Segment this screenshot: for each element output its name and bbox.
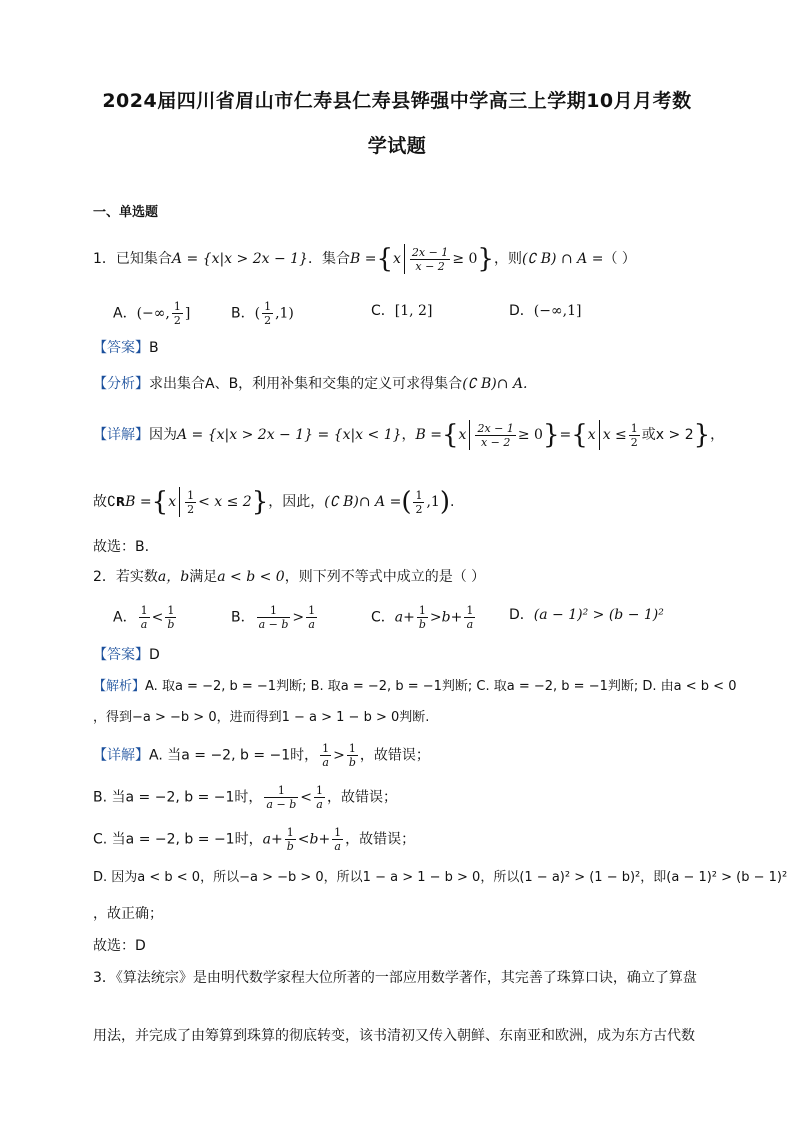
q1-detail-end: ，: [710, 427, 725, 443]
q1-set-b-var: x: [392, 251, 401, 267]
q3-line1: 3．《算法统宗》是由明代数学家程大位所著的一部应用数学著作，其完善了珠算口诀，确立了算盘: [93, 970, 697, 986]
q1-option-a-label: A．: [113, 305, 137, 322]
q2-analysis: [93, 677, 736, 697]
q1-detail: 【详解】因为A = {x|x > 2x − 1} = {x|x < 1}，B ={x $\frac{2x - 1}{x - 2}$ ≥ 0}={x x ≤ $\frac{1}{2}$ 或x > 2}，: [93, 420, 725, 450]
q2-stem-text-2: 满足: [189, 569, 218, 585]
q1-conclusion-range: < x ≤ 2: [198, 494, 252, 510]
q1-option-b-num: 1: [264, 300, 272, 313]
q2-answer-value: D: [149, 647, 160, 663]
q2-option-b-den: a − b: [258, 618, 289, 631]
q2-detail-tag: 【详解】: [93, 747, 149, 764]
q1-option-a-num: 1: [173, 300, 181, 313]
q2-choose: 故选：D: [93, 938, 146, 954]
q1-set-b-fraction: [410, 246, 450, 273]
q2-stem-cond: a < b < 0: [217, 569, 285, 585]
q1-option-b-label: B．: [231, 305, 255, 322]
q2-option-d: [509, 604, 664, 624]
q2-analysis-tag: 【解析】: [93, 679, 146, 694]
q1-option-b-pre: (: [254, 305, 261, 322]
q2-detail-d-line2: ，故正确；: [93, 906, 163, 922]
q2-option-c-label: C．: [371, 609, 395, 626]
q1-set-b-lhs: B =: [349, 251, 377, 267]
q1-set-b-rhs: ≥ 0: [452, 251, 478, 267]
q1-option-c-value: [1, 2]: [394, 303, 433, 319]
q1-option-a: [113, 300, 190, 327]
q2-detail-a-end: ，故错误；: [359, 747, 430, 764]
q1-option-c-label: C．: [371, 303, 395, 319]
q1-detail-half: $\frac{1}{2}$: [630, 421, 638, 449]
q1-stem-paren: （ ）: [603, 251, 636, 267]
section-heading: 一、单选题: [93, 205, 159, 220]
q2-option-b: B． $\frac{1}{a - b}$ > $\frac{1}{a}$: [231, 604, 316, 631]
q1-option-d-label: D．: [509, 303, 534, 319]
q1-expression: (∁ B) ∩ A =: [521, 251, 604, 267]
q1-conclusion: 故∁RB ={x $\frac{1}{2}$ < x ≤ 2}，因此，(∁ B)∩ A =( $\frac{1}{2}$ ,1).: [93, 487, 455, 517]
q1-detail-text-1: 因为: [149, 427, 177, 443]
q1-detail-le: x ≤: [602, 427, 627, 443]
q1-detail-comma: ，: [401, 427, 416, 443]
q1-stem: 1．已知集合A = {x|x > 2x − 1}．集合B ={x $\frac{2x - 1}{x - 2}$ ≥ 0}，则(∁ B) ∩ A =（ ）: [93, 244, 636, 274]
q2-detail-c: C. 当a = −2, b = −1时，a+ $\frac{1}{b}$ <b+ $\frac{1}{a}$ ，故错误；: [93, 826, 416, 853]
q1-frac-den: x − 2: [415, 259, 445, 273]
q1-option-c: [371, 300, 432, 320]
q1-option-b-den: 2: [264, 314, 272, 327]
q2-stem-text: 2．若实数: [93, 569, 158, 585]
q1-answer: [93, 338, 159, 358]
q2-detail-c-end: ，故错误；: [345, 831, 416, 848]
q1-option-a-post: ]: [184, 305, 191, 322]
document-title-line1: 2024届四川省眉山市仁寿县仁寿县铧强中学高三上学期10月月考数: [102, 90, 692, 112]
q3-line2: 用法，并完成了由筹算到珠算的彻底转变，该书清初又传入朝鲜、东南亚和欧洲，成为东方古代数: [93, 1028, 695, 1044]
q1-conclusion-interval: ,1: [426, 494, 440, 510]
q1-detail-set-a: A = {x|x > 2x − 1} = {x|x < 1}: [177, 427, 402, 443]
document-title-line2: 学试题: [367, 135, 427, 157]
q1-detail-frac-den: x − 2: [480, 435, 511, 449]
q2-stem: [93, 567, 485, 587]
q2-analysis-line1: A. 取a = −2, b = −1判断; B. 取a = −2, b = −1判断; C. 取a = −2, b = −1判断; D. 由a < b < 0: [145, 679, 737, 694]
q2-option-a-label: A．: [113, 609, 137, 626]
q2-detail-d: D. 因为a < b < 0，所以−a > −b > 0，所以1 − a > 1 − b > 0，所以(1 − a)² > (1 − b)²，即(a − 1)² > (b − 1)²: [93, 870, 788, 885]
q1-option-b-post: ,1): [275, 305, 294, 322]
q1-stem-text-c: ，则: [493, 251, 522, 267]
q1-analysis: [93, 374, 528, 394]
q2-detail-c-text: C. 当a = −2, b = −1时，: [93, 831, 263, 848]
q2-option-d-value: (a − 1)² > (b − 1)²: [533, 607, 664, 623]
q2-detail-b: B. 当a = −2, b = −1时， $\frac{1}{a - b}$ < $\frac{1}{a}$ ，故错误；: [93, 784, 397, 811]
q1-frac-num: 2x − 1: [411, 245, 449, 259]
q2-option-c: C．a+ $\frac{1}{b}$ >b+ $\frac{1}{a}$: [371, 604, 474, 631]
q1-option-a-pre: (−∞,: [136, 305, 170, 322]
q1-option-d-value: (−∞,1]: [533, 303, 582, 319]
q1-detail-b: B =: [415, 427, 442, 443]
q1-detail-ge: ≥ 0: [517, 427, 543, 443]
q2-detail-b-text: B. 当a = −2, b = −1时，: [93, 789, 263, 806]
q1-stem-text-a: 1．已知集合: [93, 251, 172, 267]
q1-answer-value: B: [149, 340, 159, 356]
q2-stem-text-3: ，则下列不等式中成立的是（ ）: [284, 569, 486, 585]
q1-option-b-frac: [262, 300, 273, 327]
q2-analysis-line2: ，得到−a > −b > 0，进而得到1 − a > 1 − b > 0判断.: [93, 710, 430, 725]
q1-conclusion-r: R: [115, 495, 126, 509]
q2-answer: [93, 645, 160, 665]
q1-detail-or: 或x > 2: [641, 427, 694, 443]
q1-analysis-text: 求出集合A、B，利用补集和交集的定义可求得集合: [149, 376, 463, 392]
q2-option-d-label: D．: [509, 607, 534, 623]
q2-option-b-label: B．: [231, 609, 255, 626]
q1-option-d: [509, 300, 581, 320]
q1-option-a-frac: [172, 300, 183, 327]
q1-option-a-den: 2: [173, 314, 181, 327]
q1-option-b: [231, 300, 294, 327]
q1-stem-text-b: ．集合: [307, 251, 350, 267]
q2-detail-a: 【详解】A. 当a = −2, b = −1时， $\frac{1}{a}$ > $\frac{1}{b}$ ，故错误；: [93, 742, 430, 769]
q2-answer-tag: 【答案】: [93, 647, 149, 663]
q1-analysis-expr: (∁ B)∩ A.: [462, 376, 528, 392]
q1-detail-frac: [475, 422, 515, 449]
q2-detail-b-end: ，故错误；: [326, 789, 397, 806]
q1-set-a: A = {x|x > 2x − 1}: [171, 251, 308, 267]
q1-detail-frac-num: 2x − 1: [477, 421, 514, 435]
q1-choose: 故选：B.: [93, 539, 150, 555]
q1-answer-tag: 【答案】: [93, 340, 149, 356]
q1-detail-tag: 【详解】: [93, 427, 149, 443]
q2-stem-ab: a，b: [157, 569, 190, 585]
q1-conclusion-b: B =: [125, 494, 152, 510]
q1-analysis-tag: 【分析】: [93, 376, 149, 392]
q2-detail-a-text: A. 当a = −2, b = −1时，: [149, 747, 319, 764]
q1-conclusion-text-2: ，因此，: [268, 494, 325, 510]
q1-conclusion-expr: (∁ B)∩ A =: [324, 494, 402, 510]
q1-detail-eq: =: [559, 427, 572, 443]
q1-conclusion-text-1: 故∁: [93, 494, 116, 510]
q2-option-a: A． $\frac{1}{a}$ < $\frac{1}{b}$: [113, 604, 175, 631]
